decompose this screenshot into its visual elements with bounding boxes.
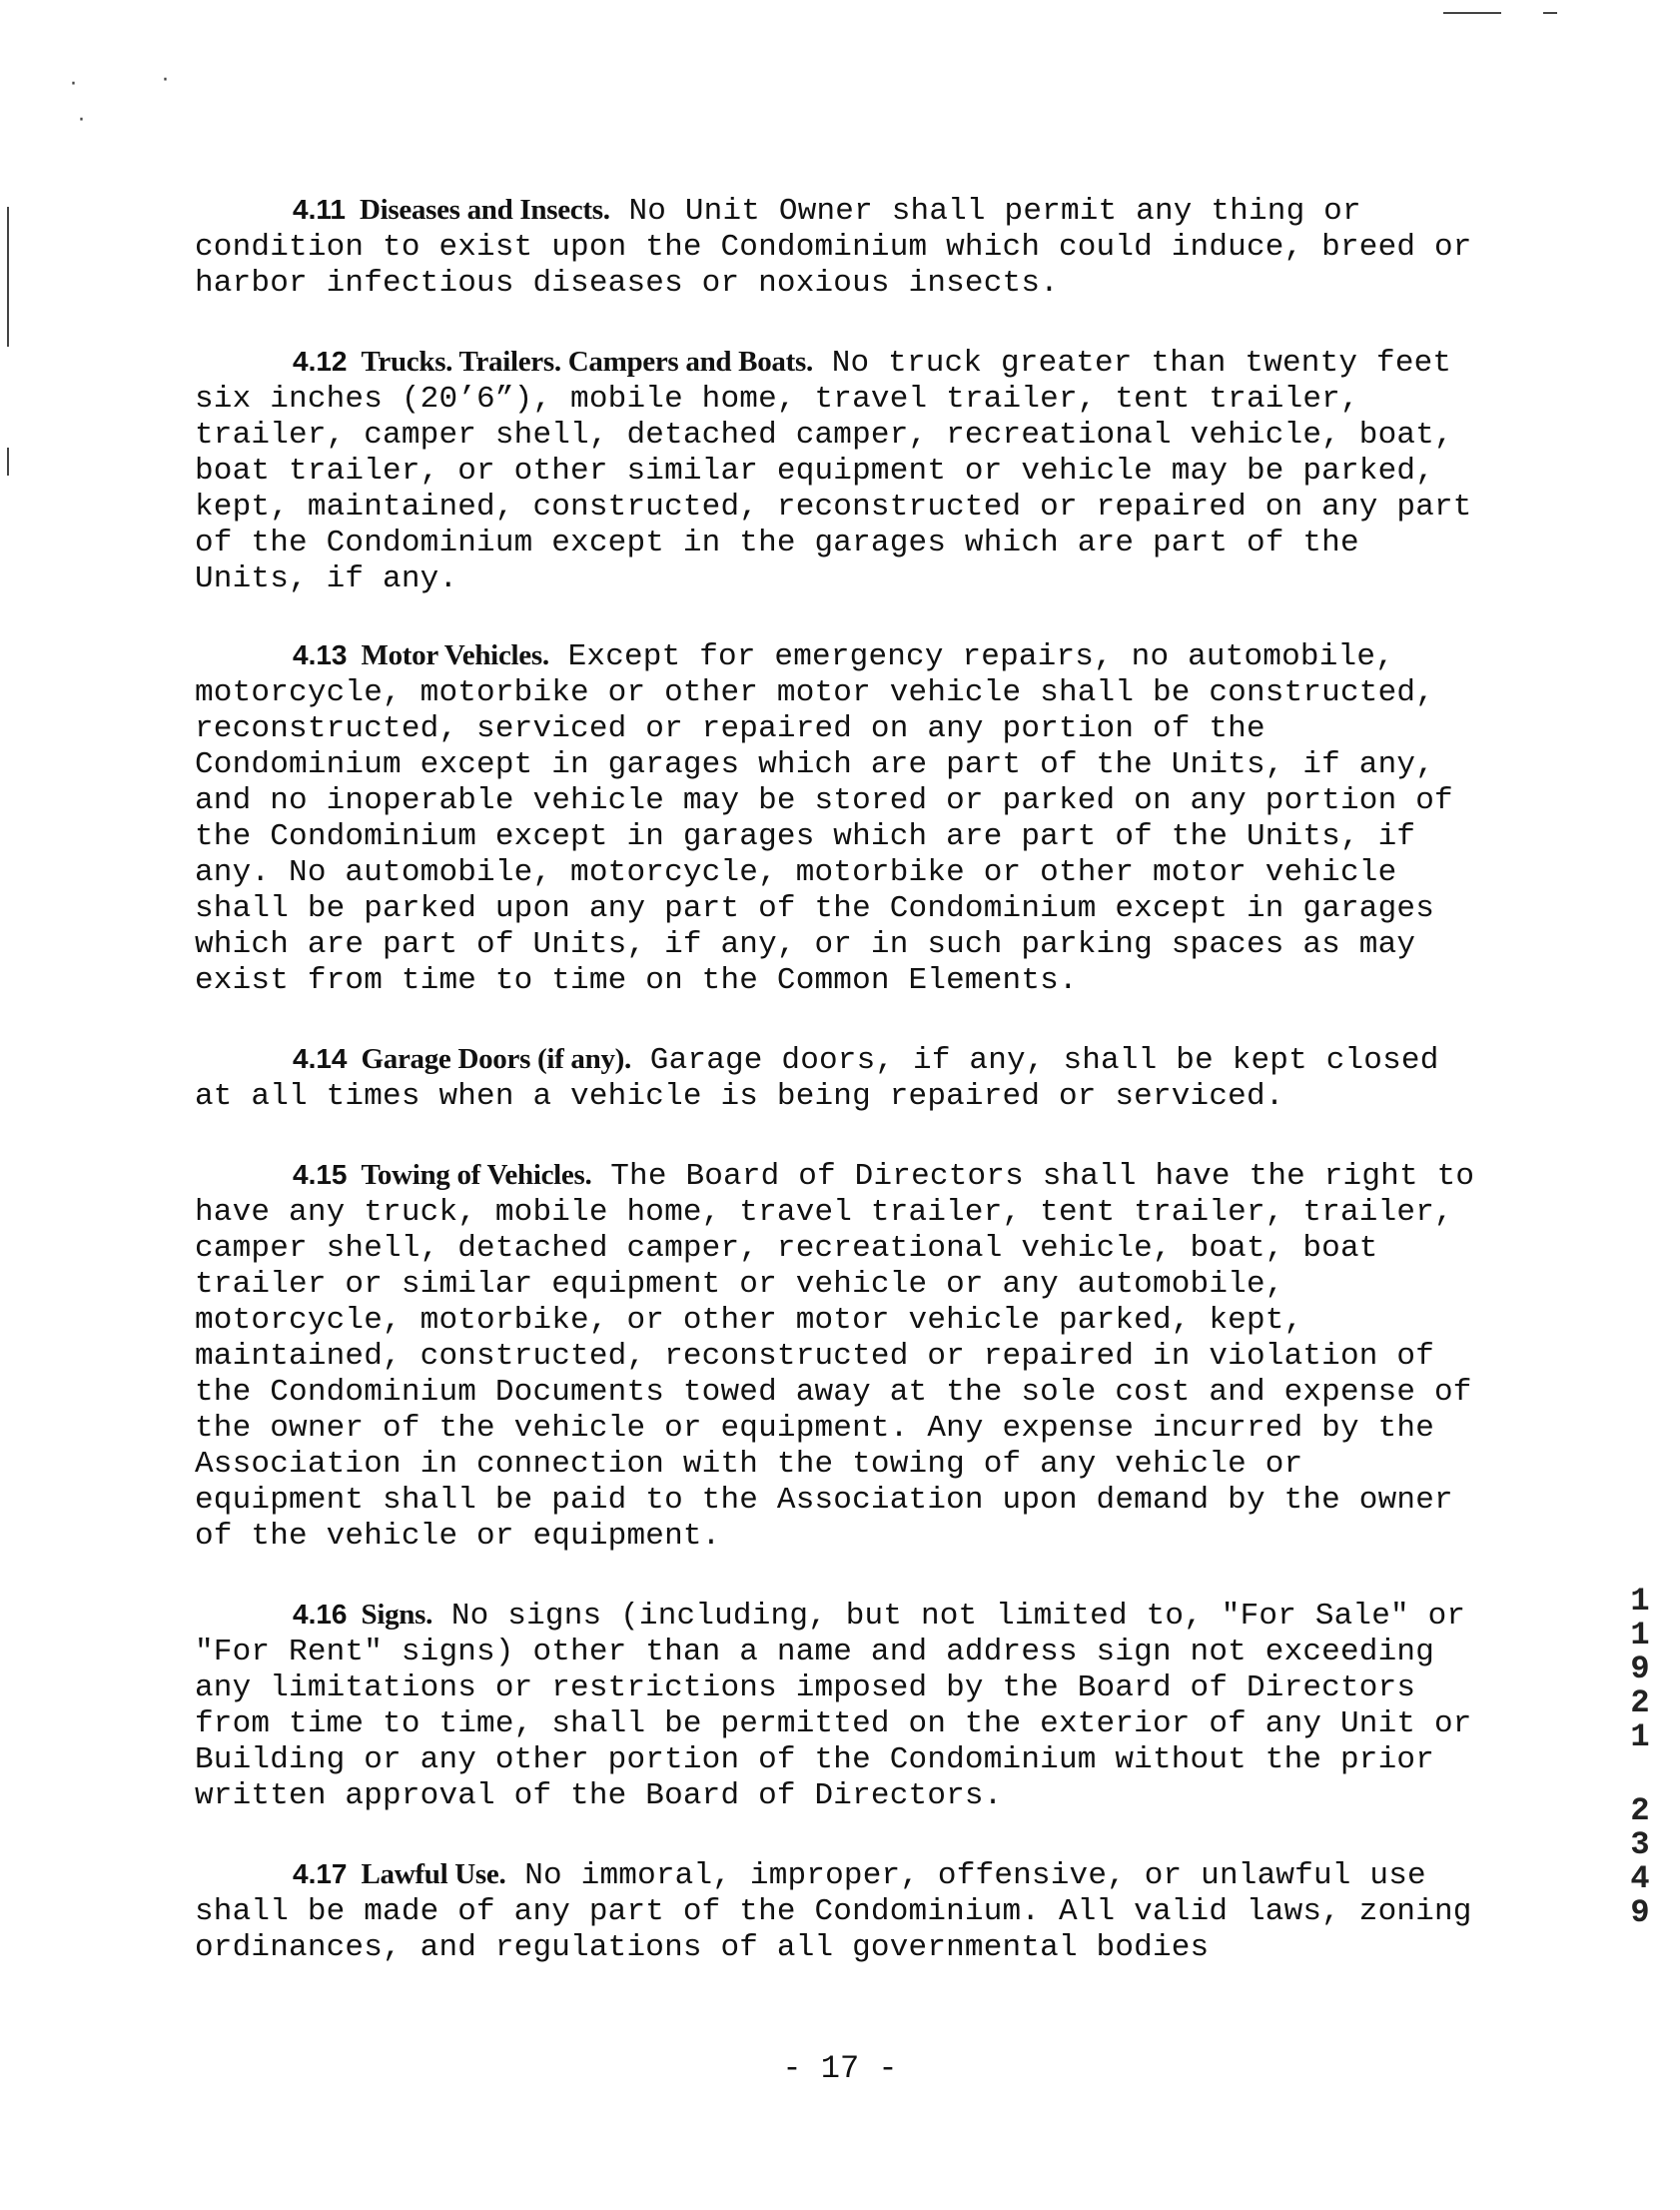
- section-4-13: [195, 637, 1483, 999]
- section-heading: Towing of Vehicles.: [361, 1159, 592, 1191]
- restrictions-sections: [195, 192, 1483, 2008]
- section-4-16: [195, 1597, 1483, 1814]
- section-heading: Lawful Use.: [361, 1858, 506, 1890]
- section-heading: Diseases and Insects.: [359, 194, 610, 226]
- section-number: 4.13: [293, 639, 348, 670]
- page-number: - 17 -: [782, 2050, 898, 2087]
- stamp-digit: 1: [1630, 1718, 1650, 1755]
- section-number: 4.14: [293, 1043, 348, 1074]
- stamp-digit: 2: [1630, 1792, 1650, 1829]
- stamp-digit: 4: [1630, 1860, 1650, 1897]
- section-number: 4.16: [293, 1599, 348, 1630]
- stamp-digit: 9: [1630, 1651, 1650, 1687]
- section-text: No immoral, improper, offensive, or unlawful use shall be made of any part of the Condominium. All valid laws, zoning ordinances, and regulations of all governmental bodies: [195, 1858, 1472, 1965]
- section-text: No signs (including, but not limited to, "For Sale" or "For Rent" signs) other than a name and address sign not exceeding any limitations or restrictions imposed by the Board of Directors from time to time, shall be permitted on the exterior of any Unit or Building or any other portion of the Condominium without the prior written approval of the Board of Directors.: [195, 1599, 1472, 1813]
- section-text: No Unit Owner shall permit any thing or condition to exist upon the Condominium which could induce, breed or harbor infectious diseases or noxious insects.: [195, 194, 1472, 301]
- section-heading: Signs.: [361, 1599, 433, 1631]
- scan-artifact-dot-3: ·: [78, 108, 85, 133]
- section-4-15: [195, 1157, 1483, 1555]
- scan-artifact-left-rule: [7, 207, 9, 347]
- section-4-12: [195, 344, 1483, 597]
- stamp-digit: 1: [1630, 1583, 1650, 1620]
- section-number: 4.17: [293, 1858, 348, 1889]
- scan-artifact-top-line: [1443, 12, 1501, 14]
- section-4-17: [195, 1856, 1483, 1966]
- scan-artifact-top-dash: [1543, 12, 1557, 14]
- scan-artifact-dot-2: ·: [162, 68, 169, 93]
- stamp-digit: 9: [1630, 1894, 1650, 1931]
- recording-stamp: [1620, 1585, 1660, 1930]
- section-text: No truck greater than twenty feet six inches (20’6”), mobile home, travel trailer, tent trailer, trailer, camper shell, detached camper, recreational vehicle, boat, boat trailer, or other similar equipment or vehicle may be parked, kept, maintained, constructed, reconstructed or repaired on any part of the Condominium except in the garages which are part of the Units, if any.: [195, 346, 1472, 596]
- section-4-11: [195, 192, 1483, 302]
- section-4-14: [195, 1041, 1483, 1115]
- section-number: 4.11: [293, 194, 346, 225]
- scan-artifact-left-rule-2: [7, 448, 9, 476]
- section-heading: Garage Doors (if any).: [361, 1043, 631, 1075]
- stamp-gap: [1620, 1754, 1660, 1794]
- section-heading: Trucks. Trailers. Campers and Boats.: [361, 346, 813, 378]
- section-heading: Motor Vehicles.: [361, 639, 549, 671]
- section-text: The Board of Directors shall have the right to have any truck, mobile home, travel trailer, tent trailer, trailer, camper shell, detached camper, recreational vehicle, boat, boat trailer or similar equipment or vehicle or any automobile, motorcycle, motorbike, or other motor vehicle parked, kept, maintained, constructed, reconstructed or repaired in violation of the Condominium Documents towed away at the sole cost and expense of the owner of the vehicle or equipment. Any expense incurred by the Association in connection with the towing of any vehicle or equipment shall be paid to the Association upon demand by the owner of the vehicle or equipment.: [195, 1159, 1475, 1554]
- stamp-digit: 1: [1630, 1617, 1650, 1654]
- section-number: 4.12: [293, 346, 348, 377]
- stamp-digit: 3: [1630, 1826, 1650, 1863]
- section-text: Garage doors, if any, shall be kept closed at all times when a vehicle is being repaired or serviced.: [195, 1043, 1439, 1114]
- section-number: 4.15: [293, 1159, 348, 1190]
- section-text: Except for emergency repairs, no automobile, motorcycle, motorbike or other motor vehicle shall be constructed, reconstructed, serviced or repaired on any portion of the Condominium except in garages which are part of the Units, if any, and no inoperable vehicle may be stored or parked on any portion of the Condominium except in garages which are part of the Units, if any. No automobile, motorcycle, motorbike or other motor vehicle shall be parked upon any part of the Condominium except in garages which are part of Units, if any, or in such parking spaces as may exist from time to time on the Common Elements.: [195, 639, 1453, 998]
- scan-artifact-dot-1: ·: [70, 72, 77, 97]
- stamp-digit: 2: [1630, 1684, 1650, 1721]
